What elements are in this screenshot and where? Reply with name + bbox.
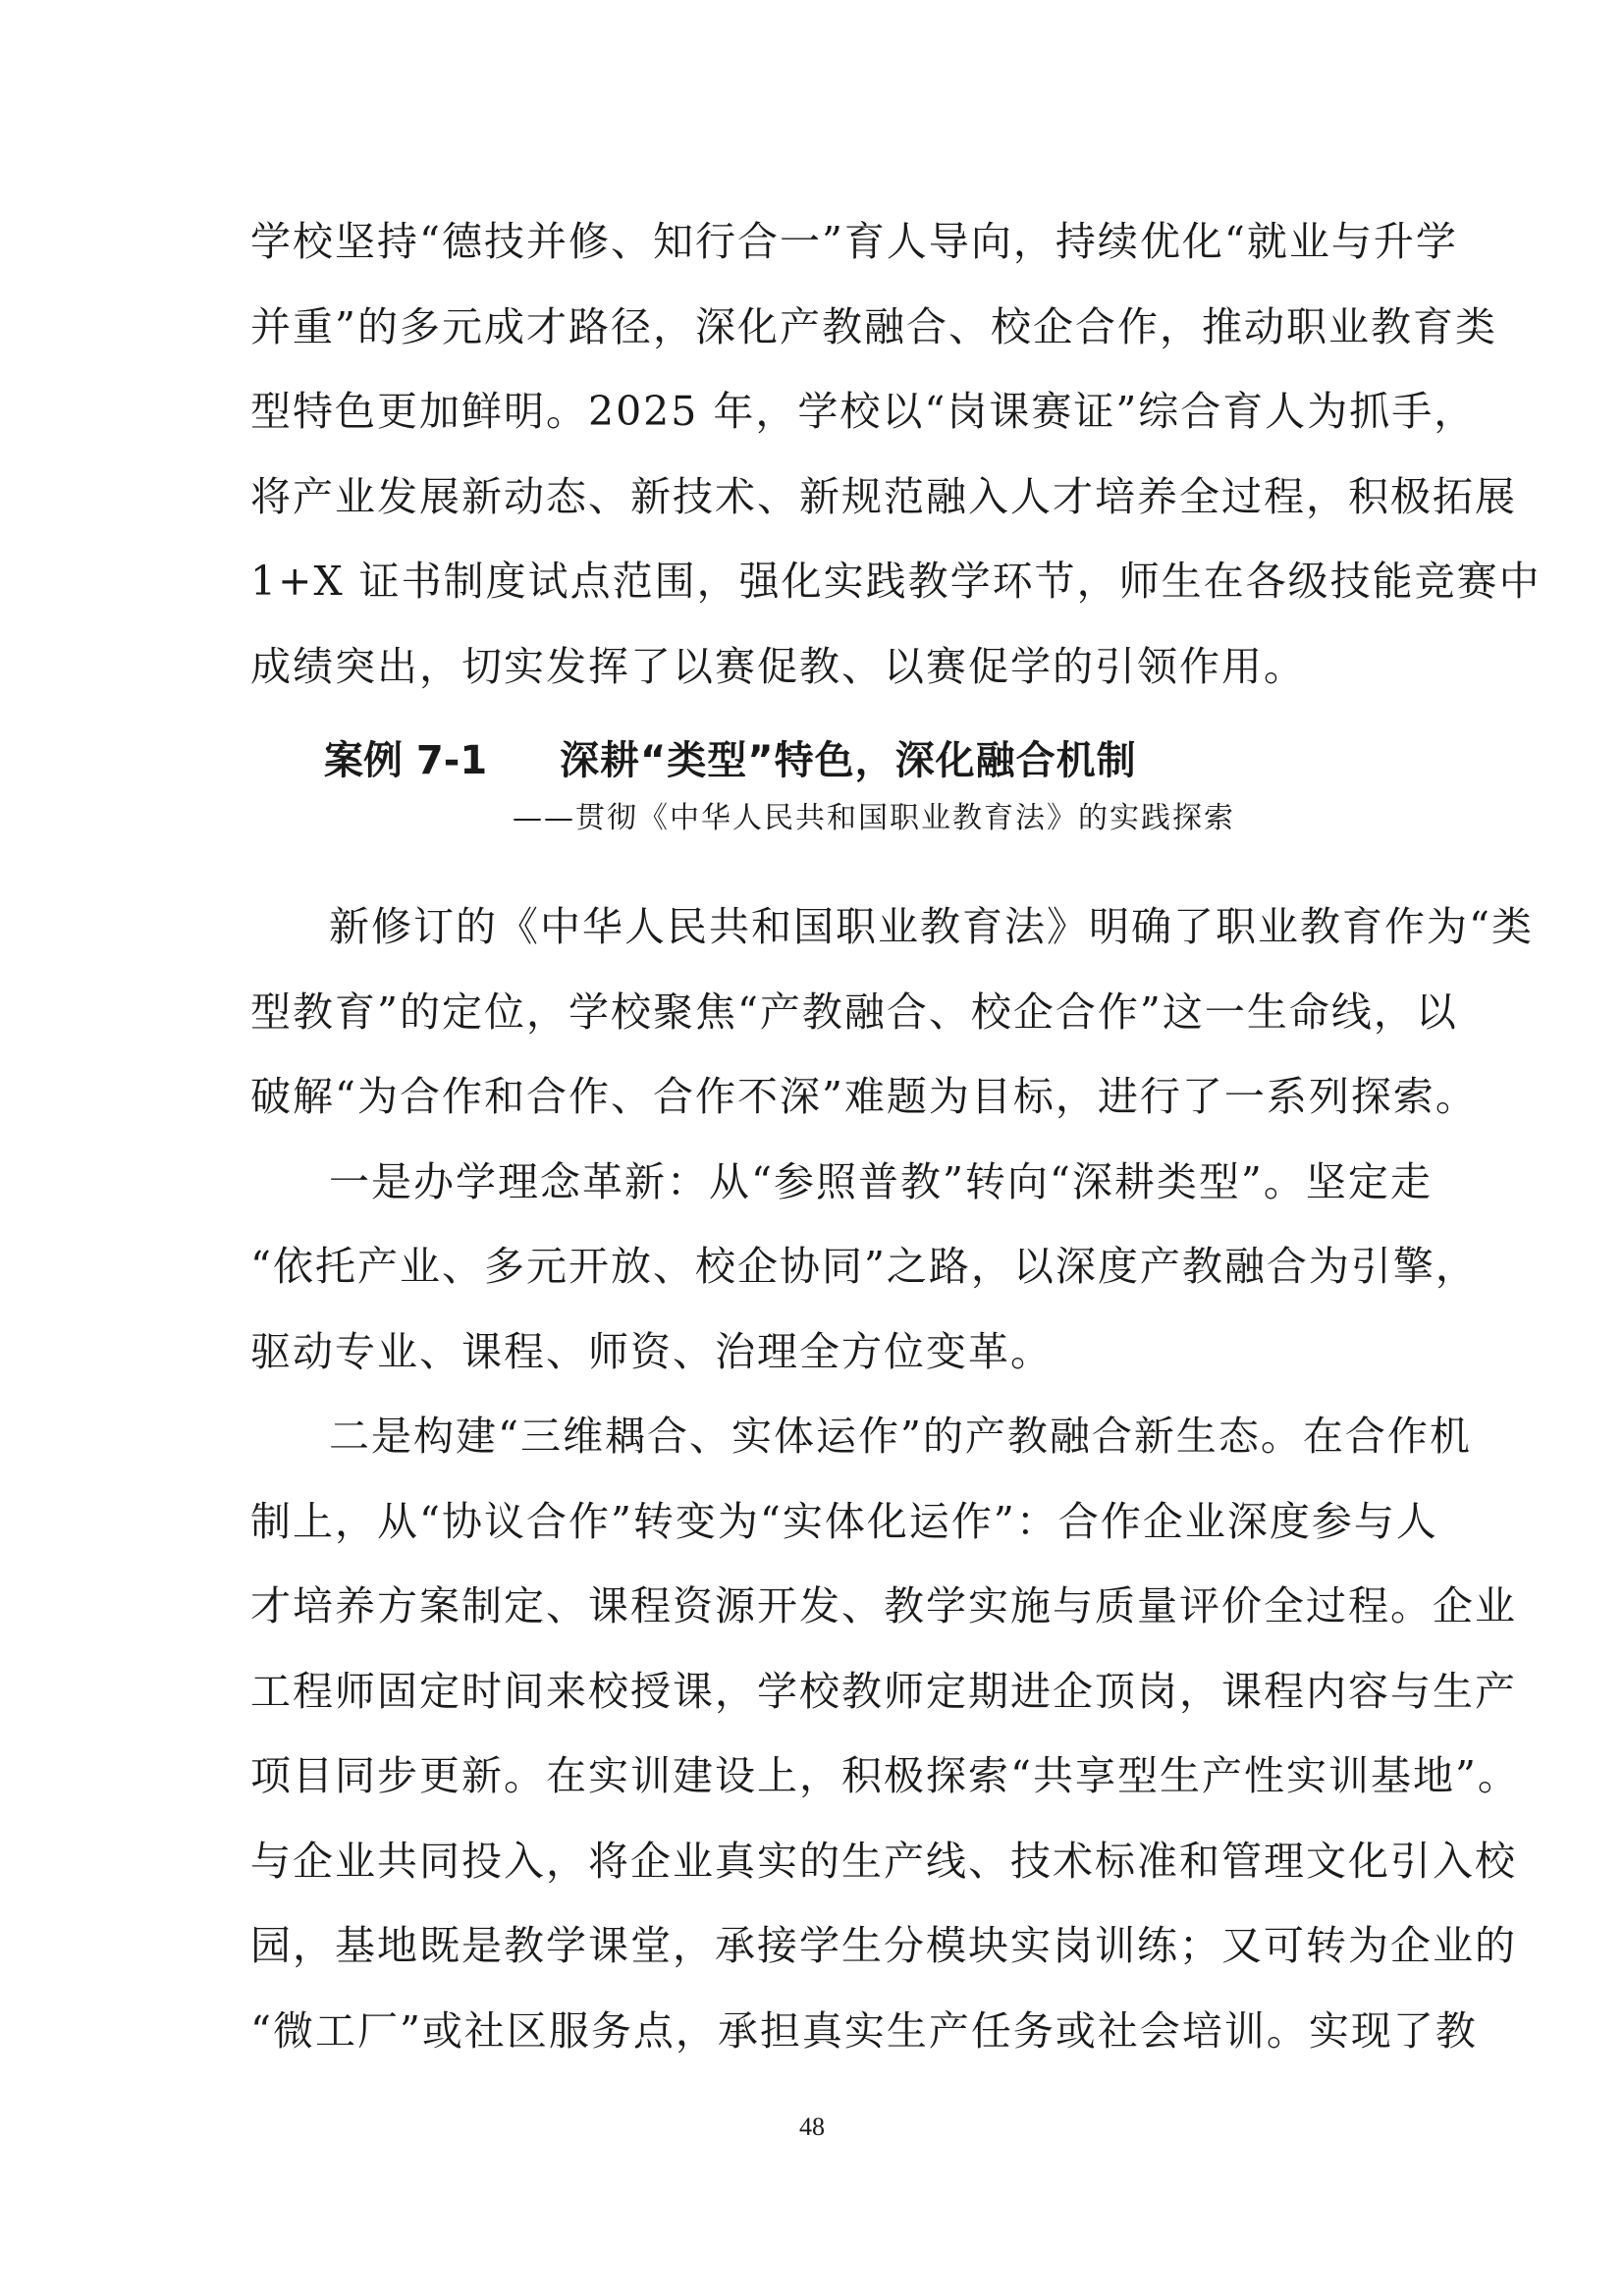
text-line: 园，基地既是教学课堂，承接学生分模块实岗训练；又可转为企业的 <box>250 1922 1517 1969</box>
text-line: 新修订的《中华人民共和国职业教育法》明确了职业教育作为“类 <box>329 903 1534 950</box>
text-line: 型教育”的定位，学校聚焦“产教融合、校企合作”这一生命线，以 <box>250 988 1458 1036</box>
text-line: 并重”的多元成才路径，深化产教融合、校企合作，推动职业教育类 <box>250 303 1497 350</box>
text-line: 才培养方案制定、课程资源开发、教学实施与质量评价全过程。企业 <box>250 1582 1517 1629</box>
case-subtitle: ——贯彻《中华人民共和国职业教育法》的实践探索 <box>513 801 1235 835</box>
text-line: 将产业发展新动态、新技术、新规范融入人才培养全过程，积极拓展 <box>250 473 1517 520</box>
text-line: 工程师固定时间来校授课，学校教师定期进企顶岗，课程内容与生产 <box>250 1668 1517 1715</box>
text-line: 项目同步更新。在实训建设上，积极探索“共享型生产性实训基地”。 <box>250 1752 1520 1799</box>
text-line: 一是办学理念革新：从“参照普教”转向“深耕类型”。坚定走 <box>329 1158 1433 1205</box>
text-line: 二是构建“三维耦合、实体运作”的产教融合新生态。在合作机 <box>329 1413 1472 1460</box>
text-line: 1+X 证书制度试点范围，强化实践教学环节，师生在各级技能竞赛中 <box>250 558 1542 605</box>
text-line: “依托产业、多元开放、校企协同”之路，以深度产教融合为引擎， <box>250 1243 1478 1290</box>
case-number: 案例 7-1 <box>324 738 488 783</box>
text-line: 型特色更加鲜明。2025 年，学校以“岗课赛证”综合育人为抓手， <box>250 388 1477 435</box>
text-line: 制上，从“协议合作”转变为“实体化运作”：合作企业深度参与人 <box>250 1498 1438 1545</box>
case-title: 深耕“类型”特色，深化融合机制 <box>560 738 1137 783</box>
text-line: 学校坚持“德技并修、知行合一”育人导向，持续优化“就业与升学 <box>250 218 1458 265</box>
text-line: 成绩突出，切实发挥了以赛促教、以赛促学的引领作用。 <box>250 643 1306 690</box>
text-line: 驱动专业、课程、师资、治理全方位变革。 <box>250 1328 1053 1375</box>
text-line: “微工厂”或社区服务点，承担真实生产任务或社会培训。实现了教 <box>250 2007 1478 2055</box>
text-line: 破解“为合作和合作、合作不深”难题为目标，进行了一系列探索。 <box>250 1073 1478 1120</box>
case-heading <box>324 731 1384 790</box>
text-line: 与企业共同投入，将企业真实的生产线、技术标准和管理文化引入校 <box>250 1838 1517 1885</box>
page-number: 48 <box>799 2112 825 2141</box>
